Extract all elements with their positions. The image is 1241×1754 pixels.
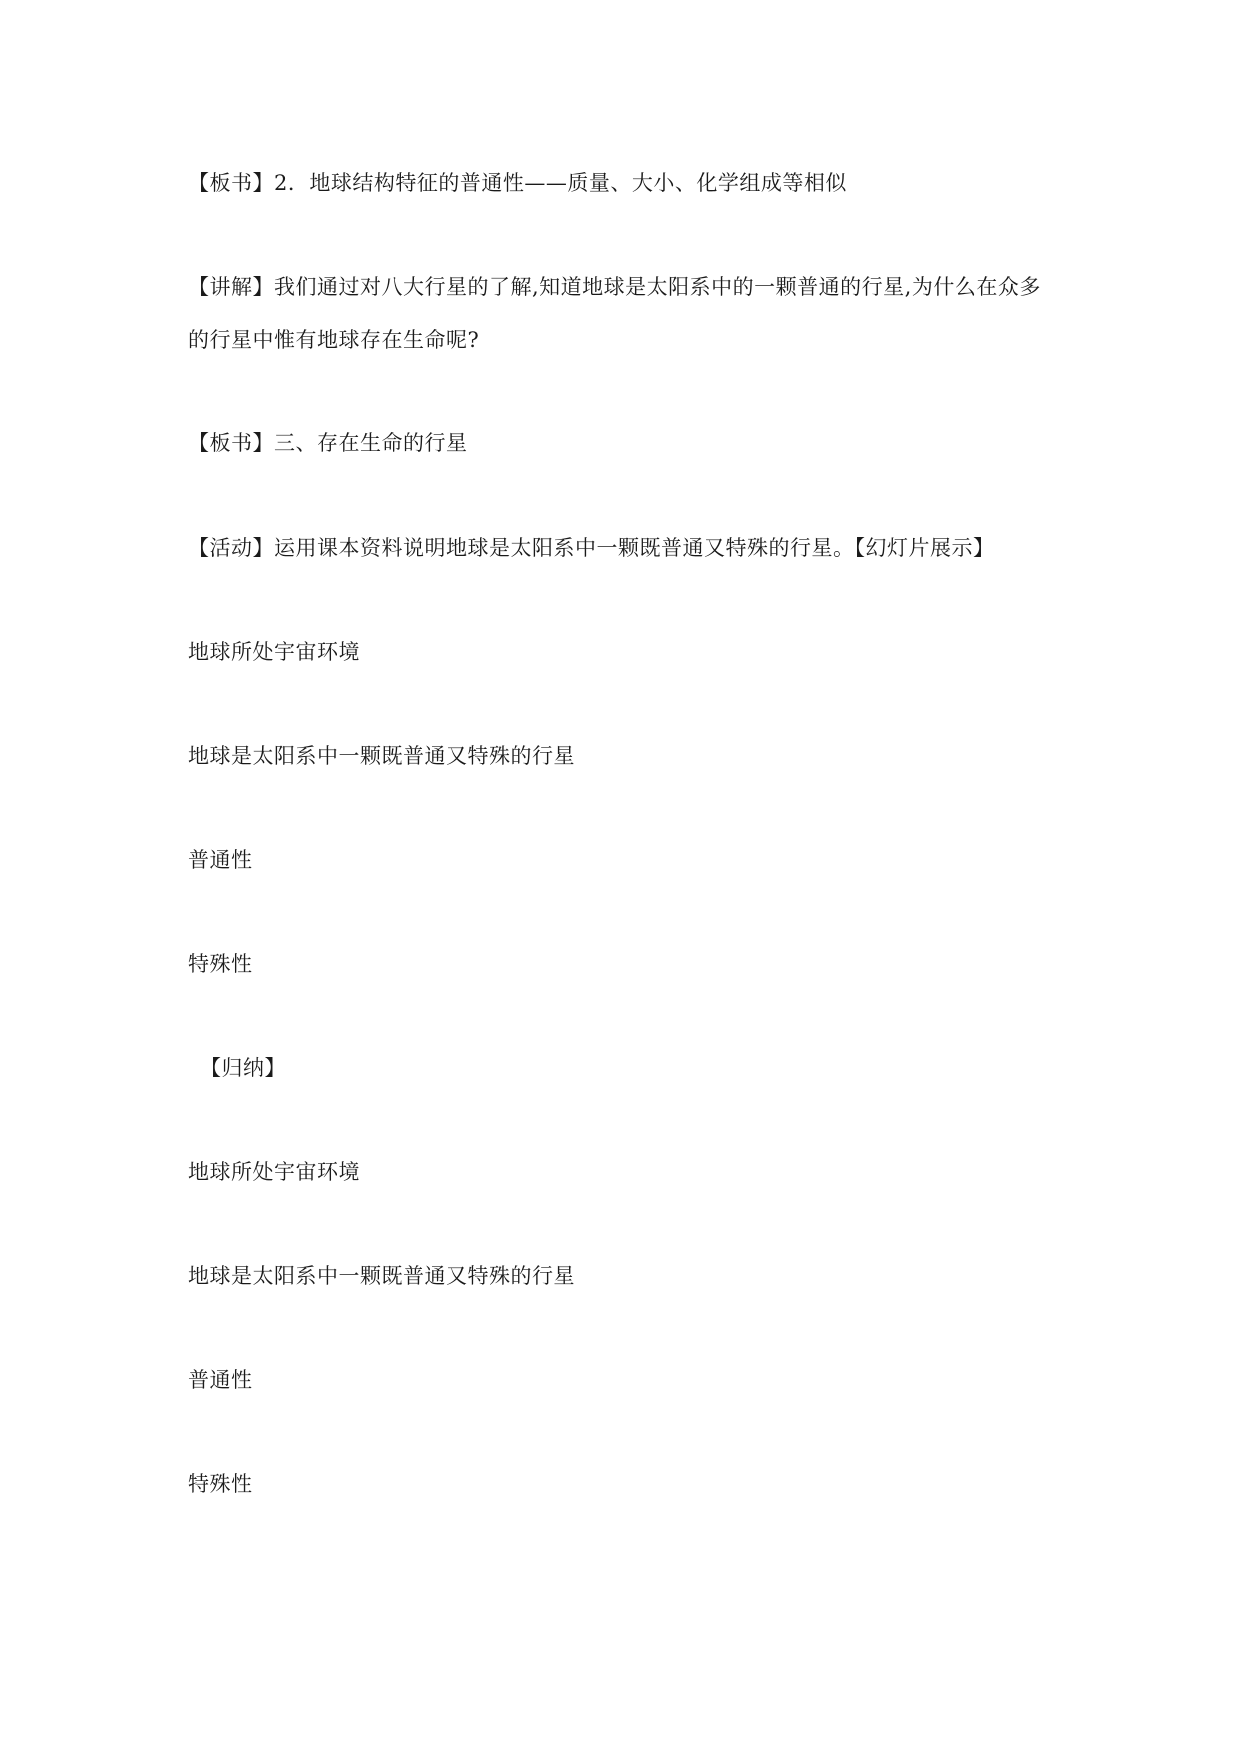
board-note-structure: 【板书】2．地球结构特征的普通性——质量、大小、化学组成等相似 xyxy=(188,171,847,195)
slide-item-environment: 地球所处宇宙环境 xyxy=(188,640,360,664)
slide-item-earth-planet: 地球是太阳系中一颗既普通又特殊的行星 xyxy=(188,744,575,768)
summary-heading: 【归纳】 xyxy=(200,1056,286,1080)
slide-item-special: 特殊性 xyxy=(188,952,253,976)
summary-item-ordinary: 普通性 xyxy=(188,1368,253,1392)
slide-item-ordinary: 普通性 xyxy=(188,848,253,872)
activity-paragraph: 【活动】运用课本资料说明地球是太阳系中一颗既普通又特殊的行星。【幻灯片展示】 xyxy=(188,536,995,560)
summary-item-environment: 地球所处宇宙环境 xyxy=(188,1160,360,1184)
board-note-life-planet: 【板书】三、存在生命的行星 xyxy=(188,431,468,455)
summary-item-special: 特殊性 xyxy=(188,1472,253,1496)
lecture-paragraph-line-1: 【讲解】我们通过对八大行星的了解,知道地球是太阳系中的一颗普通的行星,为什么在众多 xyxy=(188,275,1041,299)
lecture-paragraph-line-2: 的行星中惟有地球存在生命呢? xyxy=(188,328,480,352)
summary-item-earth-planet: 地球是太阳系中一颗既普通又特殊的行星 xyxy=(188,1264,575,1288)
